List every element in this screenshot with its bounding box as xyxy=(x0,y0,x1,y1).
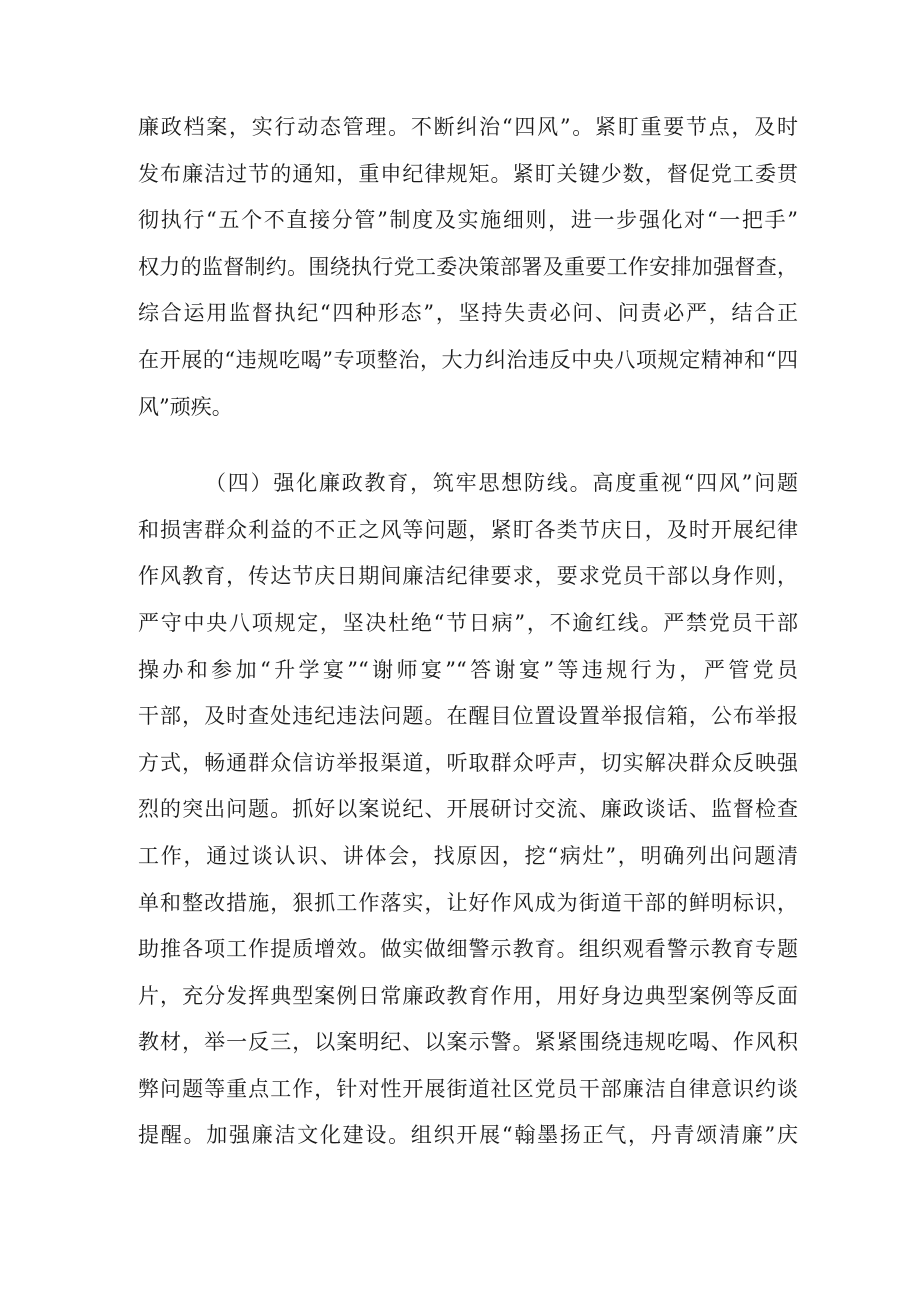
text-line: 提醒。加强廉洁文化建设。组织开展“翰墨扬正气，丹青颂清廉”庆 xyxy=(138,1123,798,1148)
text-line: 弊问题等重点工作，针对性开展街道社区党员干部廉洁自律意识约谈 xyxy=(138,1076,798,1101)
paragraph-1 xyxy=(138,104,798,430)
text-line: 在开展的“违规吃喝”专项整治，大力纠治违反中央八项规定精神和“四 xyxy=(138,347,798,372)
text-line: 单和整改措施，狠抓工作落实，让好作风成为街道干部的鲜明标识， xyxy=(138,890,798,915)
text-line: （四）强化廉政教育，筑牢思想防线。高度重视“四风”问题 xyxy=(205,471,798,496)
text-line: 片，充分发挥典型案例日常廉政教育作用，用好身边典型案例等反面 xyxy=(138,983,798,1008)
text-line: 彻执行“五个不直接分管”制度及实施细则，进一步强化对“一把手” xyxy=(138,208,798,233)
text-line: 教材，举一反三，以案明纪、以案示警。紧紧围绕违规吃喝、作风积 xyxy=(138,1030,798,1055)
text-line: 烈的突出问题。抓好以案说纪、开展研讨交流、廉政谈话、监督检查 xyxy=(138,797,798,822)
text-line: 和损害群众利益的不正之风等问题，紧盯各类节庆日，及时开展纪律 xyxy=(138,517,798,542)
text-line: 干部，及时查处违纪违法问题。在醒目位置设置举报信箱，公布举报 xyxy=(138,704,798,729)
paragraph-gap xyxy=(138,430,798,460)
paragraph-2 xyxy=(138,460,798,1159)
text-line: 操办和参加“升学宴”“谢师宴”“答谢宴”等违规行为，严管党员 xyxy=(138,657,798,682)
document-body xyxy=(138,104,798,1159)
text-line: 发布廉洁过节的通知，重申纪律规矩。紧盯关键少数，督促党工委贯 xyxy=(138,161,798,186)
text-line: 廉政档案，实行动态管理。不断纠治“四风”。紧盯重要节点，及时 xyxy=(138,115,798,139)
text-line: 工作，通过谈认识、讲体会，找原因，挖“病灶”，明确列出问题清 xyxy=(138,843,798,868)
text-line: 风”顽疾。 xyxy=(138,394,233,419)
text-line: 助推各项工作提质增效。做实做细警示教育。组织观看警示教育专题 xyxy=(138,937,798,962)
text-line: 严守中央八项规定，坚决杜绝“节日病”，不逾红线。严禁党员干部 xyxy=(138,610,798,635)
text-line: 作风教育，传达节庆日期间廉洁纪律要求，要求党员干部以身作则， xyxy=(138,564,798,589)
text-line: 方式，畅通群众信访举报渠道，听取群众呼声，切实解决群众反映强 xyxy=(138,750,798,775)
text-line: 综合运用监督执纪“四种形态”，坚持失责必问、问责必严，结合正 xyxy=(138,301,798,326)
text-line: 权力的监督制约。围绕执行党工委决策部署及重要工作安排加强督查， xyxy=(138,254,798,279)
